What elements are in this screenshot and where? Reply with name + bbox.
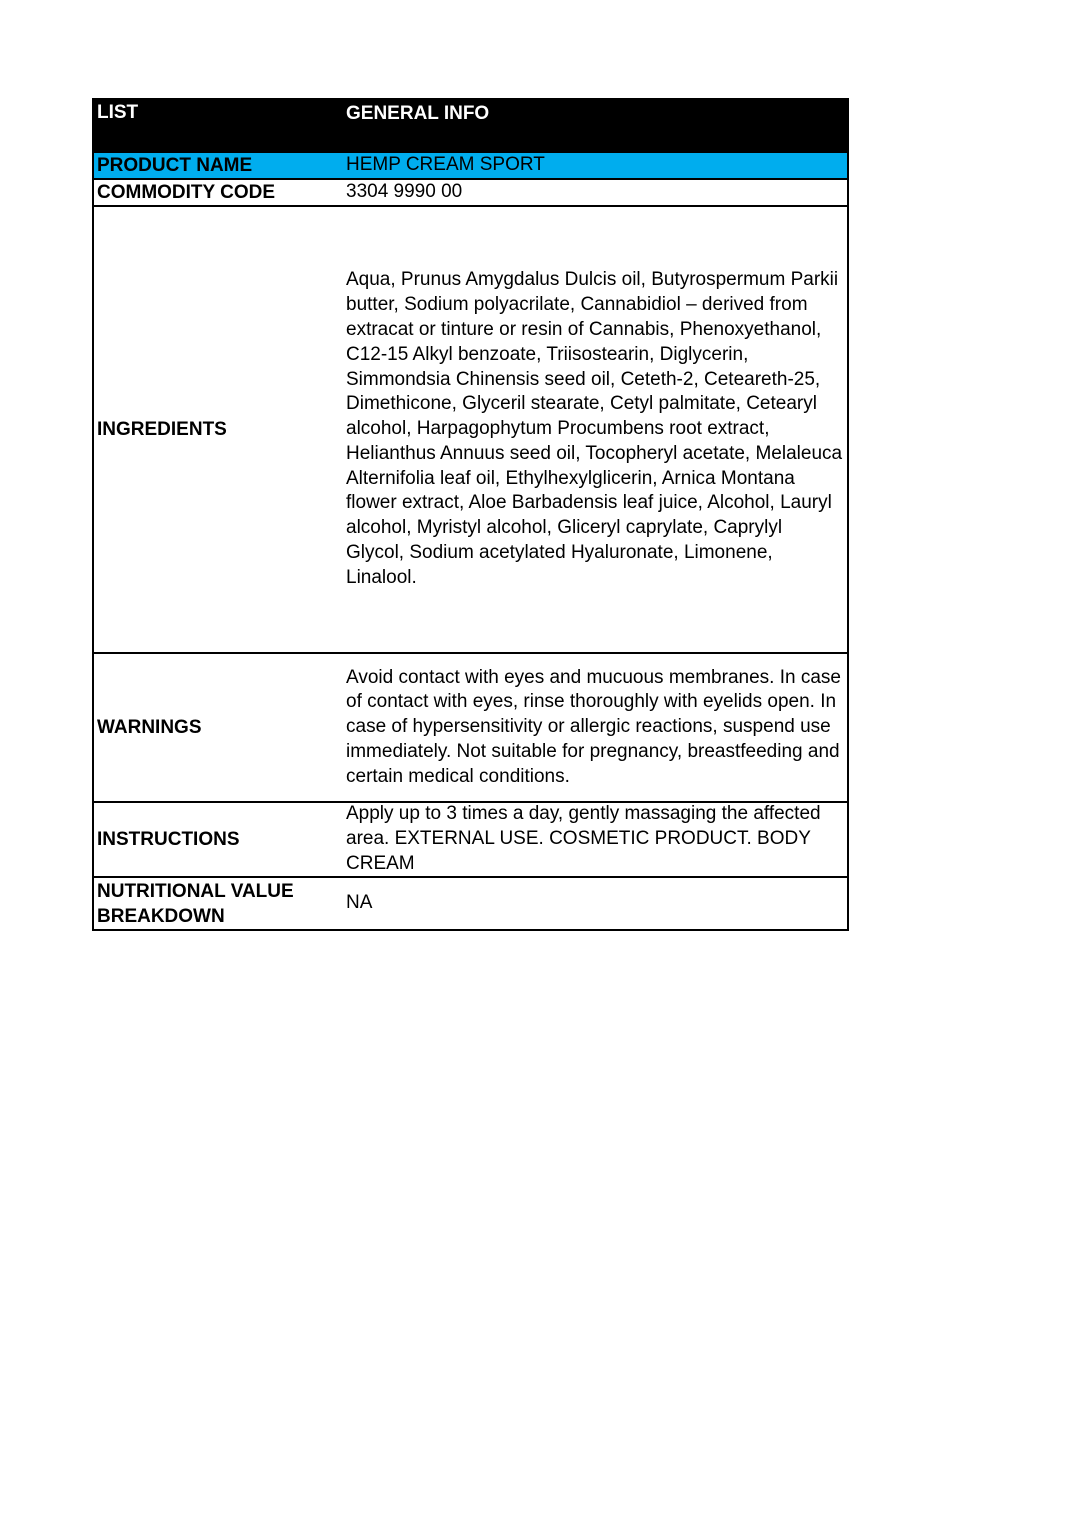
- header-list-label: LIST: [97, 102, 139, 123]
- ingredients-value: Aqua, Prunus Amygdalus Dulcis oil, Butyrospermum Parkii butter, Sodium polyacrilate, Cannabidiol – derived from extracat or tinture or resin of Cannabis, Phenoxyethanol, C12-15 Alkyl benzoate, Triisostearin, Diglycerin, Simmondsia Chinensis seed oil, Ceteth-2, Ceteareth-25, Dimethicone, Glyceril stearate, Cetyl palmitate, Cetearyl alcohol, Harpagophytum Procumbens root extract, Helianthus Annuus seed oil, Tocopheryl acetate, Melaleuca Alternifolia leaf oil, Ethylhexylglicerin, Arnica Montana flower extract, Aloe Barbadensis leaf juice, Alcohol, Lauryl alcohol, Myristyl alcohol, Gliceryl caprylate, Caprylyl Glycol, Sodium acetylated Hyaluronate, Limonene, Linalool.: [346, 269, 843, 588]
- instructions-value: Apply up to 3 times a day, gently massaging the affected area. EXTERNAL USE. COSMETIC PRODUCT. BODY CREAM: [346, 803, 821, 874]
- ingredients-value-cell: [344, 207, 847, 652]
- instructions-value-cell: [344, 803, 847, 876]
- warnings-label: WARNINGS: [97, 716, 202, 738]
- table-row-warnings: [94, 654, 847, 803]
- header-general-info-label: GENERAL INFO: [346, 103, 490, 124]
- product-name-value: HEMP CREAM SPORT: [346, 154, 545, 176]
- nutritional-value-value: NA: [346, 892, 373, 914]
- commodity-code-label: COMMODITY CODE: [97, 181, 276, 203]
- table-row-ingredients: [94, 207, 847, 654]
- table-row-product-name: [94, 153, 847, 180]
- warnings-value: Avoid contact with eyes and mucuous membranes. In case of contact with eyes, rinse thoroughly with eyelids open. In case of hypersensitivity or allergic reactions, suspend use immediately. Not suitable for pregnancy, breastfeeding and certain medical conditions.: [346, 666, 841, 787]
- ingredients-label: INGREDIENTS: [97, 418, 227, 440]
- warnings-value-cell: [344, 654, 847, 801]
- instructions-label: INSTRUCTIONS: [97, 828, 240, 850]
- table-row-nutritional-value: [94, 878, 847, 929]
- table-row-instructions: [94, 803, 847, 878]
- table-header-row: [94, 100, 847, 153]
- product-info-table: [92, 98, 849, 931]
- commodity-code-value: 3304 9990 00: [346, 181, 463, 203]
- product-name-label: PRODUCT NAME: [97, 154, 253, 176]
- nutritional-value-label: NUTRITIONAL VALUE BREAKDOWN: [97, 880, 294, 927]
- table-row-commodity-code: [94, 180, 847, 207]
